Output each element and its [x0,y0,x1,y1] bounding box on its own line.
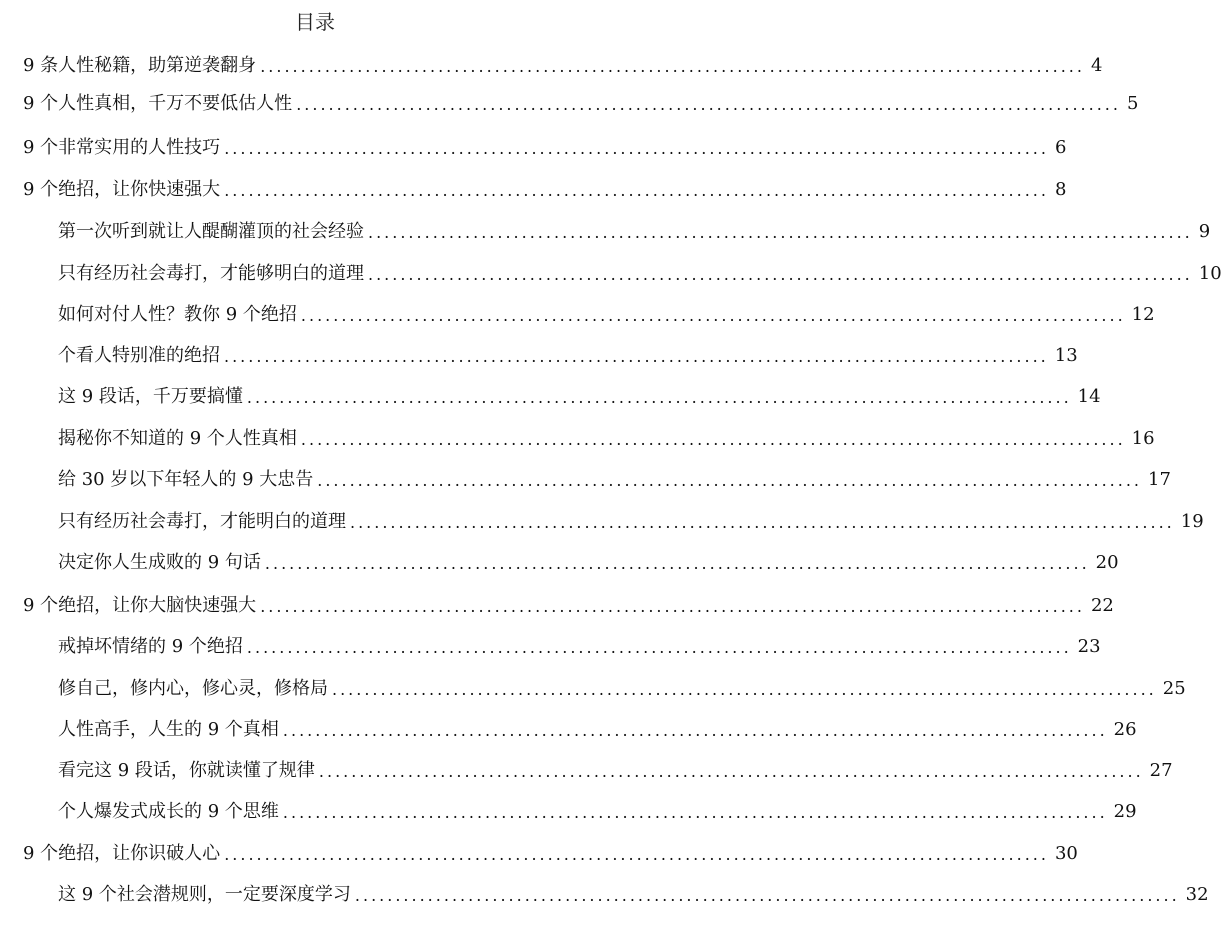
toc-page-number: 17 [1148,469,1171,490]
toc-leader-dots: ...................................................................................................... [318,762,1144,781]
toc-leader-dots: ...................................................................................................... [246,638,1072,657]
toc-entry-text: 9 个非常实用的人性技巧 [23,137,221,158]
toc-entry[interactable] [58,757,1173,783]
toc-entry[interactable] [58,798,1137,824]
toc-leader-dots: ...................................................................................................... [260,597,1085,616]
toc-entry[interactable] [23,592,1114,618]
toc-page-number: 22 [1090,595,1114,616]
toc-page-number: 20 [1095,552,1119,573]
toc-leader-dots: ...................................................................................................... [354,886,1180,905]
toc-entry-text: 个人爆发式成长的 9 个思维 [58,801,279,822]
toc-leader-dots: ...................................................................................................... [260,57,1085,76]
toc-page-number: 9 [1198,221,1211,242]
toc-entry[interactable] [58,342,1078,368]
toc-page-number: 32 [1185,884,1209,905]
toc-leader-dots: ...................................................................................................... [224,845,1049,864]
toc-page-number: 16 [1131,428,1155,449]
toc-entry-text: 这 9 段话，千万要搞懂 [58,386,243,407]
toc-entry-text: 戒掉坏情绪的 9 个绝招 [58,636,243,657]
toc-page-number: 12 [1131,304,1155,325]
toc-leader-dots: ...................................................................................................... [224,139,1049,158]
toc-entry[interactable] [58,675,1186,701]
toc-entry[interactable] [23,90,1139,116]
toc-entry-text: 人性高手，人生的 9 个真相 [58,719,279,740]
toc-entry-text: 决定你人生成败的 9 句话 [58,552,261,573]
toc-entry[interactable] [23,52,1103,78]
toc-entry[interactable] [58,716,1137,742]
toc-entry[interactable] [23,840,1078,866]
toc-page-number: 10 [1198,263,1222,284]
toc-entry[interactable] [58,633,1101,659]
toc-leader-dots: ...................................................................................................... [224,181,1049,200]
toc-leader-dots: ...................................................................................................... [282,721,1108,740]
toc-entry-text: 看完这 9 段话，你就读懂了规律 [58,760,315,781]
toc-entry-text: 9 条人性秘籍，助第逆袭翻身 [23,55,257,76]
toc-entry[interactable] [58,881,1209,907]
toc-entry-text: 9 个绝招，让你快速强大 [23,179,221,200]
toc-leader-dots: ...................................................................................................... [224,347,1049,366]
toc-page-number: 25 [1162,678,1186,699]
toc-entry-text: 第一次听到就让人醍醐灌顶的社会经验 [58,221,364,242]
toc-entry[interactable] [58,508,1204,534]
toc-page-number: 26 [1113,719,1137,740]
toc-entry[interactable] [58,260,1222,286]
toc-entry-text: 9 个绝招，让你识破人心 [23,843,221,864]
toc-entry-text: 9 个绝招，让你大脑快速强大 [23,595,257,616]
toc-entry[interactable] [23,134,1067,160]
toc-entry-text: 9 个人性真相，千万不要低估人性 [23,93,293,114]
toc-entry-text: 个看人特别准的绝招 [58,345,220,366]
toc-leader-dots: ...................................................................................................... [300,430,1126,449]
toc-entry-text: 如何对付人性？教你 9 个绝招 [58,304,297,325]
toc-entry-text: 只有经历社会毒打，才能明白的道理 [58,511,346,532]
toc-leader-dots: ...................................................................................................... [300,306,1126,325]
toc-page-number: 5 [1126,93,1139,114]
toc-entry-text: 修自己，修内心，修心灵，修格局 [58,678,328,699]
toc-leader-dots: ...................................................................................................... [246,388,1072,407]
toc-entry-text: 揭秘你不知道的 9 个人性真相 [58,428,297,449]
toc-page-number: 14 [1077,386,1101,407]
toc-entry-text: 只有经历社会毒打，才能够明白的道理 [58,263,364,284]
toc-page-number: 6 [1054,137,1067,158]
toc-entry[interactable] [58,383,1101,409]
toc-page-number: 27 [1149,760,1173,781]
toc-page-number: 8 [1054,179,1067,200]
toc-leader-dots: ...................................................................................................... [317,471,1143,490]
toc-entry[interactable] [58,301,1155,327]
toc-leader-dots: ...................................................................................................... [296,95,1121,114]
toc-leader-dots: ...................................................................................................... [350,513,1175,532]
toc-entry-text: 给 30 岁以下年轻人的 9 大忠告 [58,469,314,490]
toc-leader-dots: ...................................................................................................... [368,265,1193,284]
toc-page-number: 4 [1090,55,1103,76]
toc-leader-dots: ...................................................................................................... [332,680,1157,699]
toc-page-number: 23 [1077,636,1101,657]
toc-entry[interactable] [58,425,1155,451]
toc-leader-dots: ...................................................................................................... [368,223,1193,242]
toc-title: 目录 [295,10,335,34]
toc-entry[interactable] [58,549,1119,575]
toc-leader-dots: ...................................................................................................... [282,803,1108,822]
toc-leader-dots: ...................................................................................................... [264,554,1090,573]
toc-entry[interactable] [58,218,1211,244]
toc-entry[interactable] [58,466,1171,492]
toc-page-number: 29 [1113,801,1137,822]
toc-page-number: 19 [1180,511,1204,532]
toc-entry[interactable] [23,176,1067,202]
toc-page-number: 30 [1054,843,1078,864]
toc-page-number: 13 [1054,345,1078,366]
toc-entry-text: 这 9 个社会潜规则，一定要深度学习 [58,884,351,905]
